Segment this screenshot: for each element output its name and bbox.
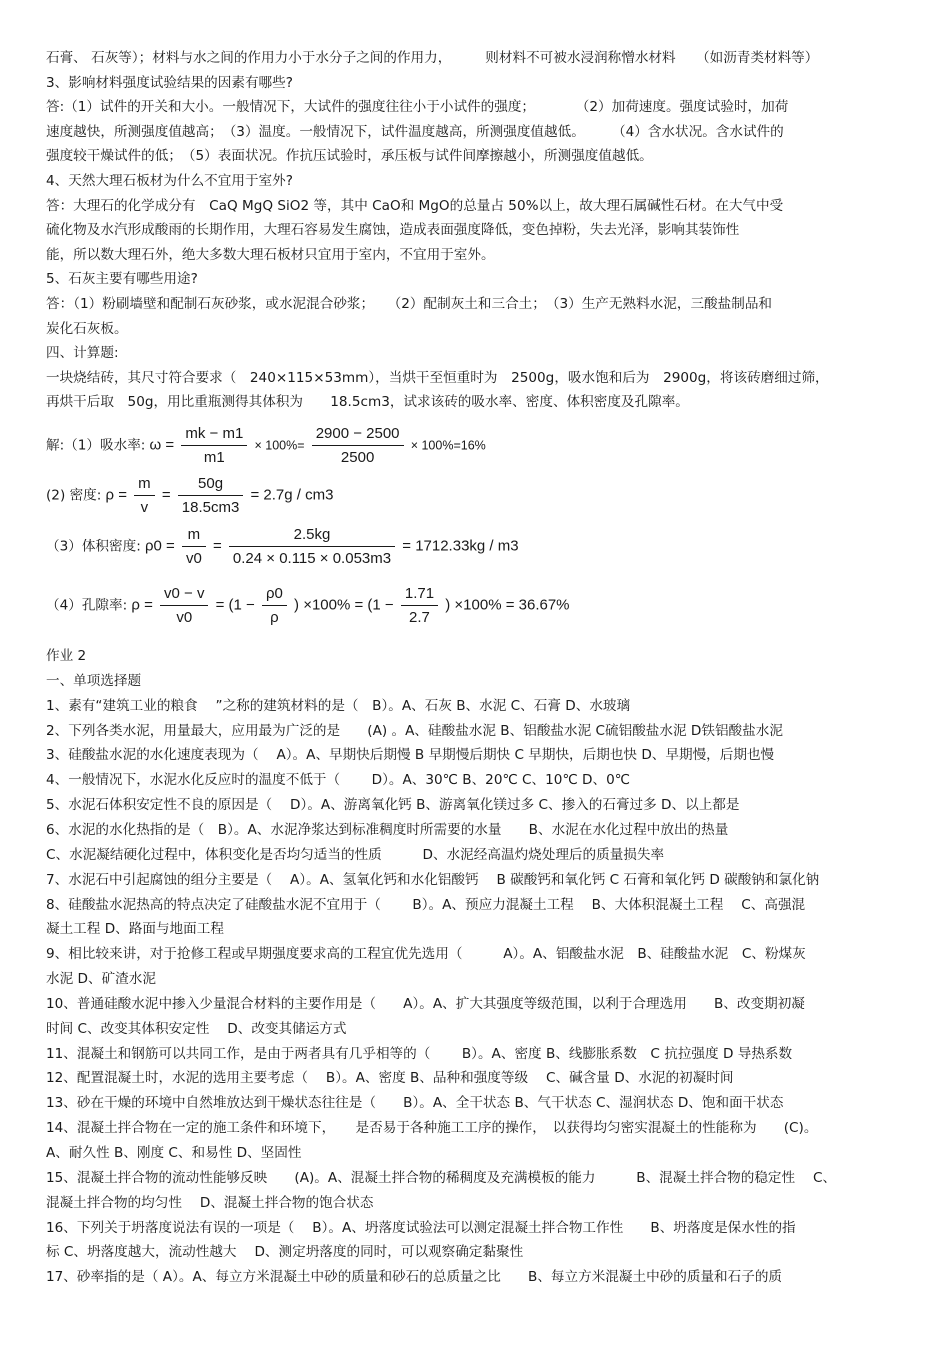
formula-symbol: ω = (149, 436, 175, 454)
text-line: 1、素有“建筑工业的粮食 ”之称的建筑材料的是（ B）。A、石灰 B、水泥 C、石膏 D、水玻璃 (46, 697, 631, 714)
text-line: 强度较干燥试件的低； （5）表面状况。作抗压试验时，承压板与试件间摩擦越小，所测强度值越低。 (46, 148, 653, 165)
numerator: m (182, 526, 206, 547)
denominator: 18.5cm3 (181, 499, 240, 516)
fraction (134, 475, 155, 516)
text-line: 5、水泥石体积安定性不良的原因是（ D）。A、游离氧化钙 B、游离氧化镁过多 C、掺入的石膏过多 D、以上都是 (46, 797, 740, 814)
formula-symbol: ρ = (105, 486, 127, 504)
numerator: 1.71 (401, 585, 438, 606)
text-line: 炭化石灰板。 (46, 320, 128, 337)
numerator: m (134, 475, 155, 496)
text-line: 13、砂在干燥的环境中自然堆放达到干燥状态往往是（ B）。A、全干状态 B、气干状态 C、湿润状态 D、饱和面干状态 (46, 1095, 784, 1112)
formula-text: = (161, 486, 171, 504)
denominator: v0 (185, 550, 202, 567)
text-line: 4、天然大理石板材为什么不宜用于室外? (46, 173, 293, 189)
text-line: 11、混凝土和钢筋可以共同工作，是由于两者具有几乎相等的（ B）。A、密度 B、线膨胀系数 C 抗拉强度 D 导热系数 (46, 1045, 793, 1062)
fraction (229, 526, 395, 567)
text-line: 速度越快，所测强度值越高； （3）温度。一般情况下，试件温度越高，所测强度值越低。 （4）含水状况。含水试件的 (46, 123, 784, 140)
text-line: 17、砂率指的是（ A）。A、每立方米混凝土中砂的质量和砂石的总质量之比 B、每立方米混凝土中砂的质量和石子的质 (46, 1269, 783, 1286)
text-line: 10、普通硅酸水泥中掺入少量混合材料的主要作用是（ A）。A、扩大其强度等级范围，以利于合理选用 B、改变期初凝 (46, 995, 805, 1012)
text-line: 4、一般情况下，水泥水化反应时的温度不低于（ D）。A、30℃ B、20℃ C、10℃ D、0℃ (46, 772, 631, 789)
text-line: 一块烧结砖，其尺寸符合要求（ 240×115×53mm），当烘干至恒重时为 2500g，吸水饱和后为 2900g，将该砖磨细过筛， (46, 369, 829, 386)
text-line: 硫化物及水汽形成酸雨的长期作用，大理石容易发生腐蚀，造成表面强度降低，变色掉粉，失去光泽，影响其装饰性 (46, 222, 740, 239)
formula-result: = 2.7g / cm3 (250, 486, 334, 504)
text-line: 混凝土拌合物的均匀性 D、混凝土拌合物的饱合状态 (46, 1194, 374, 1211)
denominator: 0.24 × 0.115 × 0.053m3 (232, 550, 392, 567)
text-line: 答：（1）粉刷墙壁和配制石灰砂浆，或水泥混合砂浆； （2）配制灰土和三合土； （3）生产无熟料水泥，三酸盐制品和 (46, 296, 773, 312)
text-line: A、耐久性 B、刚度 C、和易性 D、坚固性 (46, 1145, 302, 1161)
text-line: 时间 C、改变其体积安定性 D、改变其储运方式 (46, 1020, 347, 1037)
formula-label: （3）体积密度: (46, 538, 141, 555)
fraction (312, 425, 404, 466)
denominator: v (140, 499, 149, 516)
text-line: 7、水泥石中引起腐蚀的组分主要是（ A）。A、氢氧化钙和水化铝酸钙 B 碳酸钙和氧化钙 C 石膏和氧化钙 D 碳酸钠和氯化钠 (46, 871, 820, 888)
fraction (182, 526, 206, 567)
text-line: 再烘干后取 50g，用比重瓶测得其体积为 18.5cm3，试求该砖的吸水率、密度、体积密度及孔隙率。 (46, 394, 689, 411)
text-line: 四、计算题: (46, 345, 119, 362)
formula-result: ) ×100% = 36.67% (445, 596, 570, 614)
formula-label: （4）孔隙率: (46, 597, 128, 614)
formula-water-absorption (46, 425, 486, 466)
numerator: 50g (178, 475, 244, 496)
formula-result: × 100%=16% (410, 438, 486, 453)
text-line: 作业 2 (46, 648, 87, 664)
formula-text: = (212, 537, 222, 555)
formula-result: = 1712.33kg / m3 (402, 537, 519, 555)
text-line: 凝土工程 D、路面与地面工程 (46, 921, 224, 938)
denominator: v0 (176, 609, 193, 626)
formula-label: 解:（1）吸水率: (46, 437, 146, 454)
formula-symbol: ρ = (131, 596, 153, 614)
numerator: 2.5kg (229, 526, 395, 547)
denominator: ρ (270, 609, 279, 626)
text-line: 能，所以数大理石外，绝大多数大理石板材只宜用于室内，不宜用于室外。 (46, 246, 495, 263)
formula-porosity (46, 585, 570, 626)
text-line: 5、石灰主要有哪些用途? (46, 271, 198, 288)
formula-symbol: ρ0 = (144, 537, 175, 555)
text-line: 标 C、坍落度越大，流动性越大 D、测定坍落度的同时，可以观察确定黏聚性 (46, 1244, 524, 1261)
text-line: 3、硅酸盐水泥的水化速度表现为（ A）。A、早期快后期慢 B 早期慢后期快 C 早期快，后期也快 D、早期慢，后期也慢 (46, 747, 775, 764)
text-line: 6、水泥的水化热指的是（ B）。A、水泥净浆达到标准稠度时所需要的水量 B、水泥在水化过程中放出的热量 (46, 821, 729, 838)
formula-text: ) ×100% = (1 − (294, 596, 394, 614)
denominator: m1 (203, 449, 225, 466)
formula-label: (2) 密度: (46, 487, 102, 504)
text-line: 8、硅酸盐水泥热高的特点决定了硅酸盐水泥不宜用于（ B）。A、预应力混凝土工程 B、大体积混凝土工程 C、高强混 (46, 896, 806, 913)
text-line: 16、下列关于坍落度说法有误的一项是（ B）。A、坍落度试验法可以测定混凝土拌合物工作性 B、坍落度是保水性的指 (46, 1219, 796, 1236)
denominator: 2500 (340, 449, 375, 466)
formula-text: × 100%= (254, 438, 305, 453)
formula-density (46, 475, 333, 516)
text-line: 石膏、 石灰等）；材料与水之间的作用力小于水分子之间的作用力， 则材料不可被水浸润称憎水材料 （如沥青类材料等） (46, 50, 819, 66)
numerator: ρ0 (262, 585, 287, 606)
text-line: 答：大理石的化学成分有 CaQ MgQ SiO2 等，其中 CaO和 MgO的总量占 50%以上，故大理石属碱性石材。在大气中受 (46, 197, 784, 214)
text-line: 答:（1）试件的开关和大小。一般情况下，大试件的强度往往小于小试件的强度； （2）加荷速度。强度试验时，加荷 (46, 99, 789, 116)
text-line: 12、配置混凝土时，水泥的选用主要考虑（ B）。A、密度 B、品种和强度等级 C、碱含量 D、水泥的初凝时间 (46, 1070, 734, 1087)
numerator: v0 − v (160, 585, 208, 606)
text-line: 一、单项选择题 (46, 672, 142, 689)
formula-bulk-density (46, 526, 519, 567)
fraction (262, 585, 287, 626)
fraction (401, 585, 438, 626)
numerator: 2900 − 2500 (312, 425, 404, 446)
text-line: 9、相比较来讲，对于抢修工程或早期强度要求高的工程宜优先选用（ A）。A、铝酸盐水泥 B、硅酸盐水泥 C、粉煤灰 (46, 946, 806, 963)
fraction (160, 585, 208, 626)
text-line: 15、混凝土拌合物的流动性能够反映 (A)。A、混凝土拌合物的稀稠度及充满模板的能力 B、混凝土拌合物的稳定性 C、 (46, 1169, 837, 1186)
fraction (178, 475, 244, 516)
fraction (181, 425, 247, 466)
numerator: mk − m1 (181, 425, 247, 446)
text-line: C、水泥凝结硬化过程中，体积变化是否均匀适当的性质 D、水泥经高温灼烧处理后的质量损失率 (46, 846, 665, 863)
text-line: 3、影响材料强度试验结果的因素有哪些? (46, 74, 293, 91)
text-line: 14、混凝土拌合物在一定的施工条件和环境下， 是否易于各种施工工序的操作， 以获得均匀密实混凝土的性能称为 (C)。 (46, 1120, 818, 1137)
formula-text: = (1 − (215, 596, 255, 614)
text-line: 水泥 D、矿渣水泥 (46, 971, 156, 988)
denominator: 2.7 (409, 609, 430, 626)
text-line: 2、下列各类水泥，用量最大，应用最为广泛的是 (A) 。A、硅酸盐水泥 B、铝酸盐水泥 C硫铝酸盐水泥 D铁铝酸盐水泥 (46, 722, 783, 739)
